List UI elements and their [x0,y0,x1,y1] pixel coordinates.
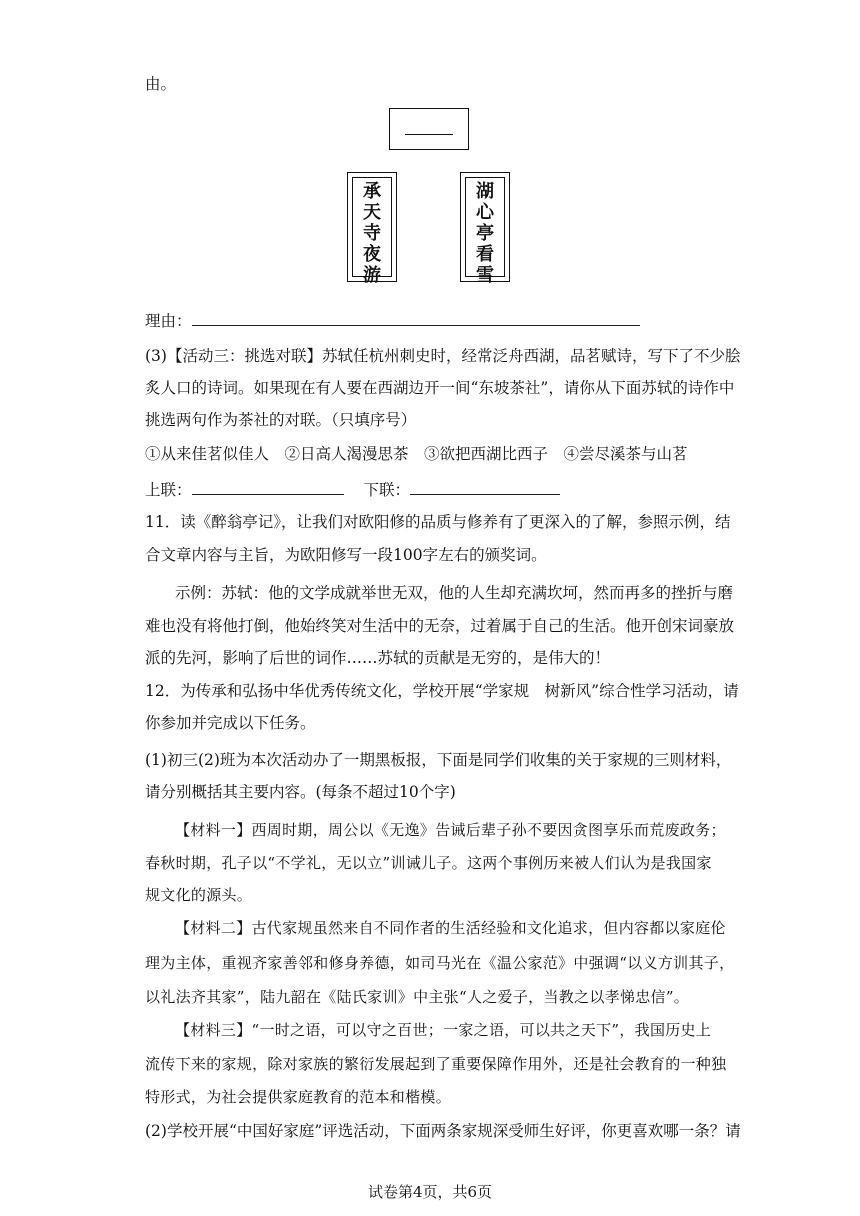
lower-couplet-label: 下联： [363,481,411,499]
reason-line [145,310,640,331]
lower-couplet-blank[interactable] [410,479,560,495]
right-couplet [460,172,510,286]
reason-label: 理由： [145,312,192,330]
activity3-line-2: 炙人口的诗词。如果现在有人要在西湖边开一间“东坡茶社”，请你从下面苏轼的诗作中 [145,379,735,397]
material1-line-3: 规文化的源头。 [145,886,253,904]
upper-couplet-blank[interactable] [192,479,344,495]
material3-line-3: 特形式，为社会提供家庭教育的范本和楷模。 [145,1088,452,1106]
q11-example-line-2: 难也没有将他打倒，他始终笑对生活中的无奈，过着属于自己的生活。他开创宋词豪放 [145,617,735,635]
activity3-line-3: 挑选两句作为茶社的对联。（只填序号） [145,411,417,429]
upper-couplet-label: 上联： [145,481,192,499]
left-couplet-text: 承天寺夜游 [363,181,381,286]
material2-line-3: 以礼法齐其家”，陆九韶在《陆氏家训》中主张“人之爱子，当教之以孝悌忠信”。 [145,988,690,1006]
couplet-answer-line [145,479,560,500]
q12-sub1-line-1: (1)初三(2)班为本次活动办了一期黑板报，下面是同学们收集的关于家规的三则材料， [145,751,732,769]
q12-sub2-line: (2)学校开展“中国好家庭”评选活动，下面两条家规深受师生好评，你更喜欢哪一条？请 [145,1122,741,1140]
material2-line-1: 【材料二】古代家规虽然来自不同作者的生活经验和文化追求，但内容都以家庭伦 [175,919,726,937]
q12-line-2: 你参加并完成以下任务。 [145,714,316,732]
right-couplet-text: 湖心亭看雪 [476,181,494,286]
material2-line-2: 理为主体，重视齐家善邻和修身养德，如司马光在《温公家范》中强调“以义方训其子， [145,954,735,972]
horizontal-scroll-blank-line [405,134,453,135]
top-text: 由。 [145,75,177,93]
reason-answer-blank[interactable] [192,310,640,326]
q11-example-line-3: 派的先河，影响了后世的词作……苏轼的贡献是无穷的，是伟大的！ [145,649,611,667]
material1-line-1: 【材料一】西周时期，周公以《无逸》告诫后辈子孙不要因贪图享乐而荒废政务； [175,821,726,839]
material3-line-1: 【材料三】“一时之语，可以守之百世；一家之语，可以共之天下”，我国历史上 [175,1021,712,1039]
q11-example-line-1: 示例：苏轼：他的文学成就举世无双，他的人生却充满坎坷，然而再多的挫折与磨 [175,584,734,602]
q11-line-1: 11．读《醉翁亭记》，让我们对欧阳修的品质与修养有了更深入的了解，参照示例，结 [145,513,731,531]
q11-line-2: 合文章内容与主旨，为欧阳修写一段100字左右的颁奖词。 [145,546,547,564]
activity3-line-1: (3)【活动三：挑选对联】苏轼任杭州刺史时，经常泛舟西湖，品茗赋诗，写下了不少脍 [145,347,741,365]
page-footer: 试卷第4页，共6页 [367,1183,493,1201]
material3-line-2: 流传下来的家规，除对家族的繁衍发展起到了重要保障作用外，还是社会教育的一种独 [145,1055,727,1073]
material1-line-2: 春秋时期，孔子以“不学礼，无以立”训诫儿子。这两个事例历来被人们认为是我国家 [145,854,712,872]
activity3-options: ①从来佳茗似佳人 ②日高人渴漫思茶 ③欲把西湖比西子 ④尝尽溪茶与山茗 [145,445,688,463]
q12-sub1-line-2: 请分别概括其主要内容。(每条不超过10个字) [145,783,456,801]
left-couplet [347,172,397,286]
horizontal-scroll-blank [389,108,469,150]
q12-line-1: 12．为传承和弘扬中华优秀传统文化，学校开展“学家规 树新风”综合性学习活动，请 [145,682,739,700]
